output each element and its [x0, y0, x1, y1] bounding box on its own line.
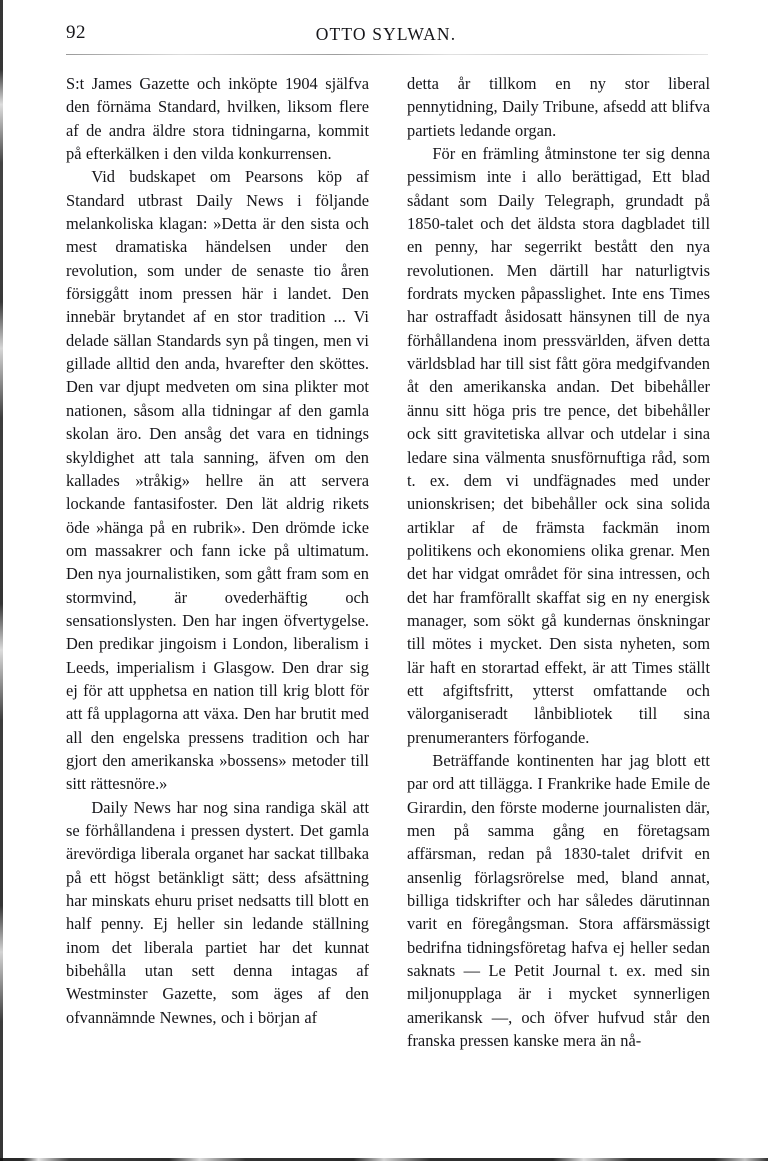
- paragraph: För en främling åtminstone ter sig denna pessimism inte i allo berättigad, Ett blad sådant som Daily Telegraph, grundadt på 1850-talet och det äldsta stora dagbladet till en penny, har segerrikt bestått den nya revolutionen. Men därtill har naturligtvis fordrats mycken påpasslighet. Inte ens Times har ostraffadt åsidosatt hänsynen till de nya förhållandena inom pressvärlden, äfven detta världsblad har till sist fått göra medgifvanden åt den amerikanska andan. Det bibehåller ännu sitt höga pris tre pence, det bibehåller ock sitt gravitetiska allvar och utdelar i sina ledare sina välmenta snusförnuftiga råd, som t. ex. dem vi undfägnades med under unionskrisen; det bibehåller ock sina solida artiklar af de främsta fackmän inom politikens och ekonomiens olika grenar. Men det har vidgat området för sina intressen, och det har framförallt skaffat sig en ny energisk manager, som sökt gå kundernas önskningar till mötes i mycket. Den sista nyheten, som lär haft en storartad effekt, är att Times ställt ett afgiftsfritt, ytterst omfattande och välorganiseradt lånbibliotek till sina prenumeranters förfogande.: [407, 144, 710, 747]
- paragraph: detta år tillkom en ny stor liberal pennytidning, Daily Tribune, afsedd att blifva partiets ledande organ.: [407, 74, 710, 140]
- paragraph: Vid budskapet om Pearsons köp af Standard utbrast Daily News i följande melankoliska klagan: »Detta är den sista och mest dramatiska händelsen under den revolution, som under de senaste tio åren försiggått inom pressen här i landet. Den innebär brytandet af en stor tradition ... Vi delade sällan Standards syn på tingen, men vi gillade alltid den anda, hvarefter den sköttes. Den var djupt medveten om sina plikter mot nationen, såsom alla tidningar af den gamla skolan äro. Den ansåg det vara en tidnings skyldighet att tala sanning, äfven om den kallades »tråkig» hellre än att servera lockande fantasifoster. Den lät aldrig rikets öde »hänga på en rubrik». Den drömde icke om massakrer och fann icke på ultimatum. Den nya journalistiken, som gått fram som en stormvind, är ovederhäftig och sensationslysten. Den har ingen öfvertygelse. Den predikar jingoism i London, liberalism i Leeds, imperialism i Glasgow. Den drar sig ej för att upphetsa en nation till krig blott för att få upplagorna att växa. Den har brutit med all den engelska pressens tradition och har gjort den amerikanska »bossens» metoder till sitt rättesnöre.»: [66, 167, 369, 794]
- column-left: [66, 72, 369, 1052]
- running-head: [66, 22, 706, 52]
- scan-edge-left: [0, 0, 3, 1161]
- column-right: [407, 72, 710, 1052]
- page-number: 92: [66, 22, 86, 43]
- header-rule: [66, 54, 708, 55]
- body-columns: [66, 72, 710, 1052]
- paragraph: S:t James Gazette och inköpte 1904 själfva den förnäma Standard, hvilken, liksom flere af de andra äldre stora tidningarna, kommit på efterkälken i den vilda konkurrensen.: [66, 74, 369, 164]
- paragraph: Beträffande kontinenten har jag blott ett par ord att tillägga. I Frankrike hade Emile de Girardin, den förste moderne journalisten där, men på samma gång en företagsam affärsman, redan på 1830-talet drifvit en ansenlig förlagsrörelse med, bland annat, billiga tidskrifter och har således därutinnan varit en föregångsman. Stora affärsmässigt bedrifna tidningsföretag hafva ej heller sedan saknats — Le Petit Journal t. ex. med sin miljonupplaga är i mycket synnerligen amerikansk —, och öfver hufvud står den franska pressen kanske mera än nå-: [407, 750, 710, 1051]
- paragraph: Daily News har nog sina randiga skäl att se förhållandena i pressen dystert. Det gamla ärevördiga liberala organet har sackat tillbaka på ett högst betänkligt sätt; dess afsättning har minskats ehuru priset nedsatts till blott en half penny. Ej heller sin ledande ställning inom det liberala partiet har det kunnat bibehålla utan sett denna intagas af Westminster Gazette, som äges af den ofvannämnde Newnes, och i början af: [66, 797, 369, 1027]
- running-title: OTTO SYLWAN.: [315, 24, 457, 44]
